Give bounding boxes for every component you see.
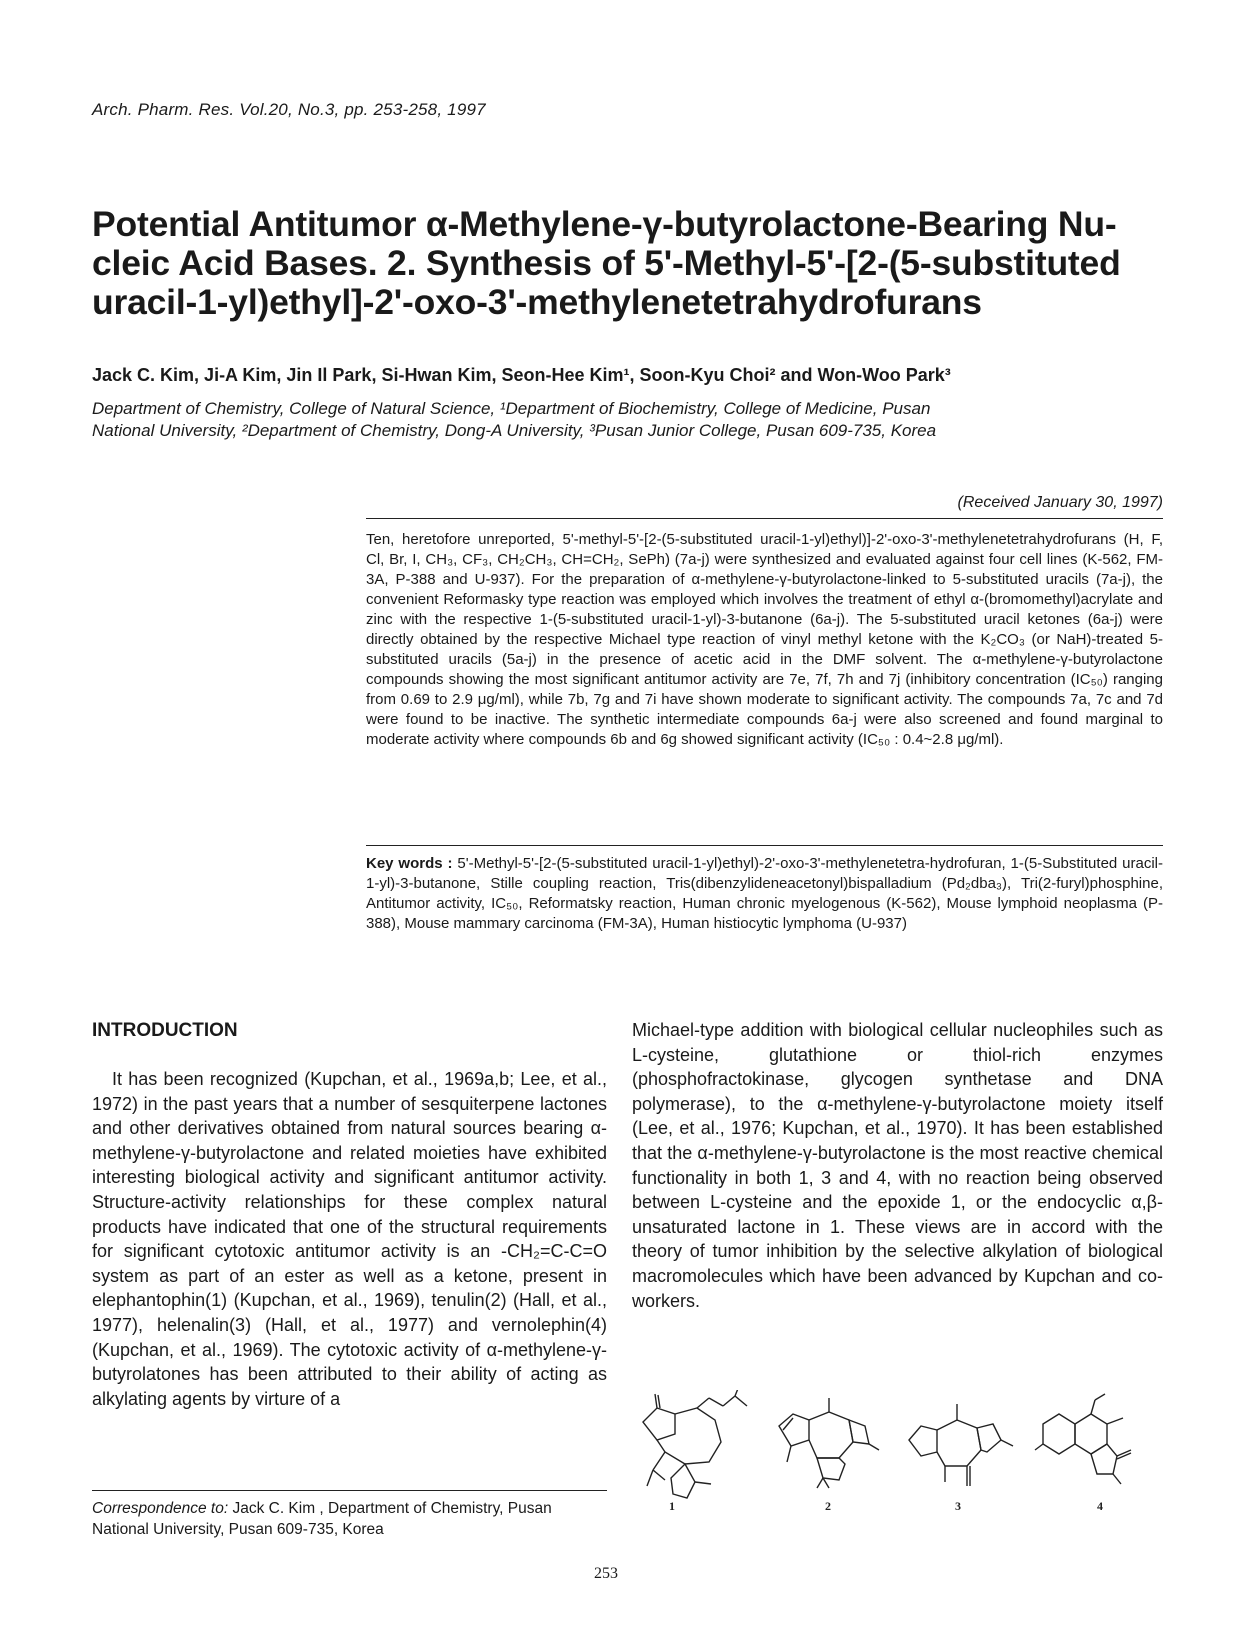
structure-2 [779,1398,879,1488]
keywords-text: 5'-Methyl-5'-[2-(5-substituted uracil-1-yl)ethyl)-2'-oxo-3'-methylenetetra-hydrofuran, 1-(5-Substituted uracil-1-yl)-3-butanone, Stille coupling reaction, Tris(dibenzylideneacetonyl)bispalladium (Pd₂dba₃), Tri(2-furyl)phosphine, Antitumor activity, IC₅₀, Reformatsky reaction, Human chronic myelogenous (K-562), Mouse lymphoid neoplasma (P-388), Mouse mammary carcinoma (FM-3A), Human histiocytic lymphoma (U-937) [366,855,1163,932]
structure-label-1: 1 [669,1499,675,1513]
intro-right-column [632,1018,1163,1313]
keywords-label: Key words : [366,855,453,872]
affiliations [92,398,1162,442]
keywords-rule [366,845,1163,846]
author-list: Jack C. Kim, Ji-A Kim, Jin Il Park, Si-Hwan Kim, Seon-Hee Kim¹, Soon-Kyu Choi² and Won-Woo Park³ [92,365,951,385]
title-line-2: cleic Acid Bases. 2. Synthesis of 5'-Methyl-5'-[2-(5-substituted [92,243,1121,283]
structure-label-4: 4 [1097,1499,1103,1513]
abstract [366,530,1163,750]
journal-citation: Arch. Pharm. Res. Vol.20, No.3, pp. 253-258, 1997 [92,100,486,119]
affiliation-line-1: Department of Chemistry, College of Natural Science, ¹Department of Biochemistry, College of Medicine, Pusan [92,399,931,418]
title-line-3: uracil-1-yl)ethyl]-2'-oxo-3'-methylenetetrahydrofurans [92,282,982,322]
abstract-top-rule [366,518,1163,519]
section-heading-introduction: INTRODUCTION [92,1020,238,1041]
abstract-text: Ten, heretofore unreported, 5'-methyl-5'-[2-(5-substituted uracil-1-yl)ethyl)]-2'-oxo-3'-methylenetetrahydrofurans (H, F, Cl, Br, I, CH₃, CF₃, CH₂CH₃, CH=CH₂, SePh) (7a-j) were synthesized and evaluated against four cell lines (K-562, FM-3A, P-388 and U-937). For the preparation of α-methylene-γ-butyrolactone-linked to 5-substituted uracils (7a-j), the convenient Reformasky type reaction was employed which involves the treatment of ethyl α-(bromomethyl)acrylate and zinc with the respective 1-(5-substituted uracil-1-yl)-3-butanone (6a-j). The 5-substituted uracil ketones (6a-j) were directly obtained by the respective Michael type reaction of vinyl methyl ketone with the K₂CO₃ (or NaH)-treated 5-substituted uracils (5a-j) in the presence of acetic acid in the DMF solvent. The α-methylene-γ-butyrolactone compounds showing the most significant antitumor activity are 7e, 7f, 7h and 7j (inhibitory concentration (IC₅₀) ranging from 0.69 to 2.9 μg/ml), while 7b, 7g and 7i have shown moderate to significant activity. The compounds 7a, 7c and 7d were found to be inactive. The synthetic intermediate compounds 6a-j were also screened and found marginal to moderate activity where compounds 6b and 6g showed significant activity (IC₅₀ : 0.4~2.8 μg/ml). [366,531,1163,748]
keywords-block [366,854,1163,934]
intro-paragraph-right: Michael-type addition with biological cellular nucleophiles such as L-cysteine, glutathione or thiol-rich enzymes (phosphofractokinase, glycogen synthetase and DNA polymerase), to the α-methylene-γ-butyrolactone moiety itself (Lee, et al., 1976; Kupchan, et al., 1970). It has been established that the α-methylene-γ-butyrolactone is the most reactive chemical functionality in both 1, 3 and 4, with no reaction being observed between L-cysteine and the epoxide 1, or the endocyclic α,β-unsaturated lactone in 1. These views are in accord with the theory of tumor inhibition by the selective alkylation of biological macromolecules which have been advanced by Kupchan and co-workers. [632,1020,1163,1311]
structure-label-3: 3 [955,1499,961,1513]
structure-1 [643,1390,747,1498]
paper-title [92,205,1152,322]
structure-4 [1035,1394,1131,1484]
received-date: (Received January 30, 1997) [957,494,1163,511]
structure-3 [909,1404,1013,1486]
intro-left-column [92,1067,607,1411]
affiliation-line-2: National University, ²Department of Chemistry, Dong-A University, ³Pusan Junior College, Pusan 609-735, Korea [92,421,937,440]
correspondence-text: Jack C. Kim , Department of Chemistry, Pusan National University, Pusan 609-735, Korea [92,1500,552,1538]
correspondence-note [92,1498,607,1540]
page-number: 253 [594,1565,618,1582]
title-line-1: Potential Antitumor α-Methylene-γ-butyrolactone-Bearing Nu- [92,204,1117,244]
intro-paragraph-left: It has been recognized (Kupchan, et al., 1969a,b; Lee, et al., 1972) in the past years that a number of sesquiterpene lactones and other derivatives obtained from natural sources bearing α-methylene-γ-butyrolactone and related moieties have exhibited interesting biological activity and significant antitumor activity. Structure-activity relationships for these complex natural products have indicated that one of the structural requirements for significant cytotoxic antitumor activity is an -CH₂=C-C=O system as part of an ester as well as a ketone, present in elephantophin(1) (Kupchan, et al., 1969), tenulin(2) (Hall, et al., 1977), helenalin(3) (Hall, et al., 1977) and vernolephin(4) (Kupchan, et al., 1969). The cytotoxic activity of α-methylene-γ-butyrolatones has been attributed to their ability of acting as alkylating agents by virture of a [92,1069,607,1409]
chemical-structures-figure [635,1390,1165,1530]
structure-label-2: 2 [825,1499,831,1513]
footnote-rule [92,1490,607,1491]
correspondence-label: Correspondence to: [92,1500,229,1517]
